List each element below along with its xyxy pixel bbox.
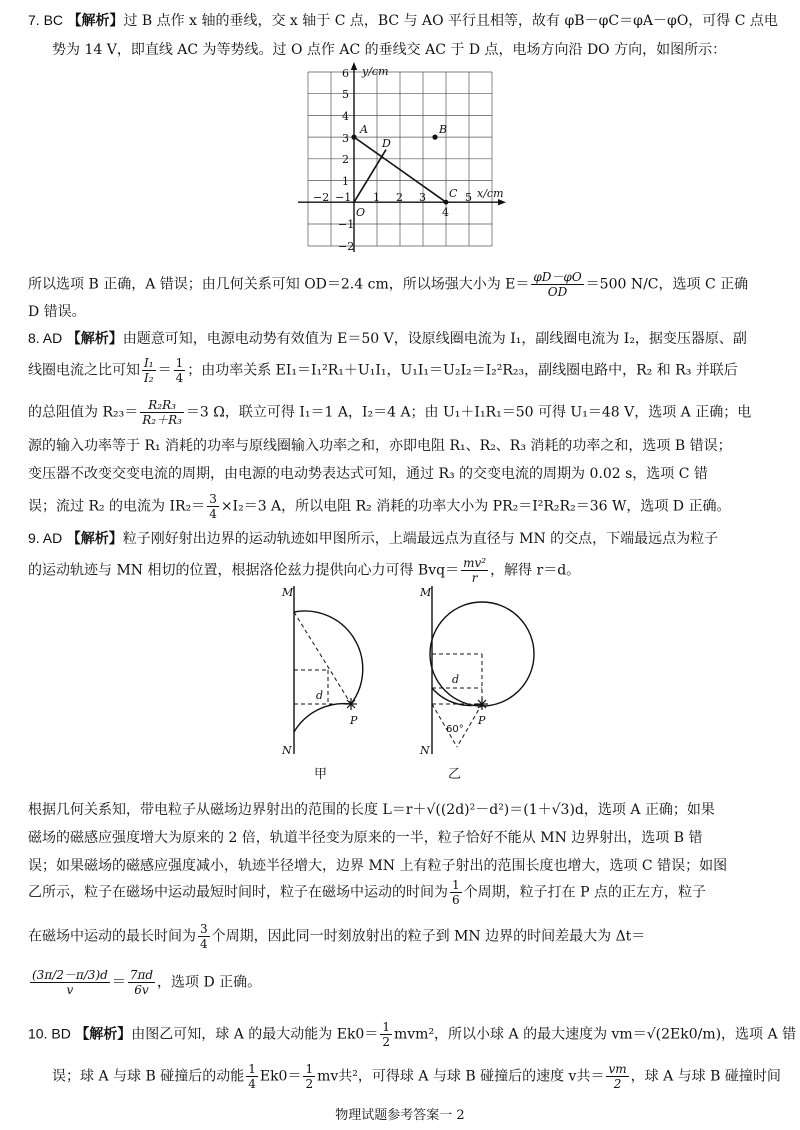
frac-top: 3 [200, 922, 208, 936]
frac-top: (3π/2－π/3)d [32, 968, 108, 982]
page-footer: 物理试题参考答案一 2 [335, 1108, 465, 1123]
q7-text-3a: 所以选项 B 正确，A 错误；由几何关系可知 OD＝2.4 cm，所以场强大小为 E＝ [28, 276, 530, 293]
q8-tag: 【解析】 [66, 330, 123, 346]
q7-coordinate-graph [288, 62, 518, 258]
q8-fraction-current [142, 356, 156, 385]
frac-bottom: 4 [248, 1077, 256, 1091]
y-tick: 5 [342, 88, 349, 101]
q10-text-2d: ，球 A 与球 B 碰撞时间 [630, 1068, 781, 1085]
frac-top: mv² [463, 556, 487, 570]
frac-top: 7πd [129, 968, 154, 982]
q9-fraction-force [461, 556, 488, 585]
trajectory-arc-upper [294, 611, 363, 704]
q8-text-2a: 线圈电流之比可知 [28, 362, 140, 379]
y-tick: 4 [342, 110, 349, 123]
q10-fraction-half [380, 1020, 392, 1049]
x-tick: 1 [373, 191, 380, 204]
label-d: d [452, 673, 460, 686]
q9-text-6b: 个周期，粒子打在 P 点的正左方，粒子 [463, 884, 706, 901]
y-tick: −1 [338, 218, 355, 231]
q9-line-6 [28, 878, 800, 907]
frac-top: R₂R₃ [140, 398, 184, 413]
q8-line-3 [28, 398, 800, 427]
q9-text-2a: 的运动轨迹与 MN 相切的位置，根据洛伦兹力提供向心力可得 Bvq＝ [28, 562, 460, 579]
q9-text-5: 误；如果磁场的磁感应强度减小，轨迹半径增大，边界 MN 上有粒子射出的范围长度也增大，选项 C 错误；如图 [28, 858, 728, 874]
q9-number: 9. AD [28, 530, 63, 546]
label-D: D [382, 137, 391, 150]
source-point-icon [345, 698, 357, 710]
q10-fraction-half [303, 1062, 315, 1091]
q8-text-3b: ＝3 Ω，联立可得 I₁＝1 A，I₂＝4 A；由 U₁＋I₁R₁＝50 可得 U₁＝48 V，选项 A 正确；电 [185, 404, 752, 421]
y-tick: −2 [338, 240, 355, 253]
frac-bottom: 4 [200, 937, 208, 951]
origin-label: O [356, 206, 366, 219]
q10-fraction-quarter [246, 1062, 258, 1091]
y-tick: 2 [342, 153, 349, 166]
q7-text-2: 势为 14 V，即直线 AC 为等势线。过 O 点作 AC 的垂线交 AC 于 D 点，电场方向沿 DO 方向，如图所示： [52, 42, 727, 58]
q9-line-7 [28, 922, 800, 951]
frac-top: 1 [175, 356, 184, 370]
q7-number: 7. BC [28, 12, 64, 28]
q8-number: 8. AD [28, 330, 63, 346]
q9-text-8b: ，选项 D 正确。 [157, 974, 262, 991]
q10-number: 10. BD [28, 1025, 71, 1042]
label-P: P [350, 714, 358, 727]
q7-text-1: 过 B 点作 x 轴的垂线，交 x 轴于 C 点，BC 与 AO 平行且相等，故有 φB－φC＝φA－φO，可得 C 点电 [123, 13, 778, 29]
frac-bottom: 4 [209, 507, 217, 521]
frac-bottom: 2 [613, 1077, 622, 1091]
q9-text-7a: 在磁场中运动的最长时间为 [28, 928, 196, 945]
q9-line-2 [28, 556, 800, 585]
y-axis-label: y/cm [362, 65, 389, 78]
point-A [351, 135, 356, 140]
graph-grid [308, 72, 492, 246]
trajectory-arc-lower [432, 688, 482, 705]
q8-line-2: 线圈电流之比可知 $\frac{\text{I₁}}{\text{I₂}}$ ＝ $\frac{1}{4}$ ；由功率关系 EI₁＝I₁²R₁＋U₁I₁，U₁I₁＝U₂I₂＝I₂²R₂₃，副线圈电路中，R₂ 和 R₃ 并联后 [28, 356, 738, 385]
q10-text-1a: 由图乙可知，球 A 的最大动能为 Ek0＝ [131, 1026, 379, 1043]
label-A: A [360, 123, 368, 136]
q7-line-1 [28, 10, 800, 31]
q8-text-3a: 的总阻值为 R₂₃＝ [28, 404, 139, 421]
q8-fraction-ratio [174, 356, 186, 385]
x-tick: 5 [465, 191, 472, 204]
frac-top: vm [608, 1062, 627, 1076]
x-tick: 3 [419, 191, 426, 204]
line-OD [354, 150, 386, 203]
label-P: P [478, 714, 486, 727]
label-B: B [439, 123, 448, 136]
frac-bottom: v [66, 983, 74, 997]
q7-text-4: D 错误。 [28, 304, 86, 320]
frac-bottom: OD [547, 285, 568, 299]
frac-top: 1 [305, 1062, 314, 1076]
q10-line-1 [28, 1020, 800, 1049]
x-tick: 2 [396, 191, 403, 204]
frac-bottom: 4 [175, 371, 184, 385]
frac-top: 1 [382, 1020, 390, 1034]
label-C: C [449, 187, 458, 200]
q9-text-6a: 乙所示，粒子在磁场中运动最短时间时，粒子在磁场中运动的时间为 [28, 884, 448, 901]
q9-tag: 【解析】 [66, 530, 123, 546]
frac-top: 1 [452, 878, 460, 892]
q8-text-5: 变压器不改变交变电流的周期，由电源的电动势表达式可知，通过 R₃ 的交变电流的周期为 0.02 s，选项 C 错 [28, 466, 708, 482]
q8-text-1: 由题意可知，电源电动势有效值为 E＝50 V，设原线圈电流为 I₁，副线圈电流为 I₂，据变压器原、副 [122, 331, 747, 347]
q9-text-1: 粒子刚好射出边界的运动轨迹如甲图所示，上端最远点为直径与 MN 的交点，下端最远点为粒子 [122, 531, 719, 547]
q9-text-2b: ，解得 r＝d。 [490, 562, 581, 579]
y-axis-arrow-icon [351, 62, 357, 70]
frac-bottom: 2 [382, 1035, 390, 1049]
q9-fraction-time [30, 968, 110, 997]
q8-text-4: 源的输入功率等于 R₁ 消耗的功率与原线圈输入功率之和，亦即电阻 R₁、R₂、R₃ 消耗的功率之和，选项 B 错误； [28, 438, 732, 454]
q8-fraction-resistance [140, 398, 184, 427]
q7-fraction [531, 270, 583, 299]
label-N: N [420, 744, 430, 757]
label-M: M [282, 586, 294, 599]
q10-line-2 [52, 1062, 800, 1091]
y-tick: 1 [342, 175, 349, 188]
q9-figure-jia [270, 582, 410, 782]
source-point-icon [476, 698, 488, 710]
label-M: M [420, 586, 432, 599]
point-B [432, 135, 437, 140]
q9-fraction-three-quarters [198, 922, 210, 951]
frac-bottom: R₂＋R₃ [142, 413, 182, 427]
q8-text-6a: 误；流过 R₂ 的电流为 IR₂＝ [28, 498, 206, 515]
x-tick: −2 [313, 191, 330, 204]
frac-bottom: 6 [452, 893, 460, 907]
q8-text-2b: ；由功率关系 EI₁＝I₁²R₁＋U₁I₁，U₁I₁＝U₂I₂＝I₂²R₂₃，副线圈电路中，R₂ 和 R₃ 并联后 [187, 362, 738, 379]
trajectory-arc-lower [294, 704, 351, 732]
q9-fraction-sixth [450, 878, 462, 907]
q9-line-1 [28, 528, 800, 549]
q7-text-3 [28, 270, 800, 299]
frac-bottom: r [471, 571, 478, 585]
frac-top: I₁ [144, 356, 154, 370]
frac-top: φD－φO [533, 270, 582, 284]
q10-text-2b: Ek0＝ [259, 1068, 302, 1085]
frac-bottom: 2 [305, 1077, 314, 1091]
q10-text-2c: mv共²，可得球 A 与球 B 碰撞后的速度 v共＝ [317, 1068, 605, 1085]
y-tick: 6 [342, 67, 349, 80]
y-tick: 3 [342, 132, 349, 145]
q7-tag: 【解析】 [67, 12, 124, 28]
caption-jia: 甲 [314, 767, 328, 782]
angle-label: 60° [446, 724, 464, 735]
q10-tag: 【解析】 [75, 1025, 132, 1042]
q8-line-1 [28, 328, 800, 349]
x-tick: −1 [335, 191, 352, 204]
q9-line-8: $\frac{(3\pi/2-\pi/3)d}{v}$ ＝ $\frac{7\pi d}{6v}$ ，选项 D 正确。 [32, 968, 262, 997]
q9-text-4: 磁场的磁感应强度增大为原来的 2 倍，轨道半径变为原来的一半，粒子恰好不能从 MN 边界射出，选项 B 错 [28, 830, 703, 846]
caption-yi: 乙 [448, 767, 462, 782]
point-C [444, 200, 449, 205]
x-tick: 4 [442, 206, 449, 219]
q9-fraction-result [128, 968, 155, 997]
q8-line-6 [28, 492, 800, 521]
frac-bottom: 6v [134, 983, 149, 997]
frac-top: 1 [248, 1062, 256, 1076]
x-axis-label: x/cm [477, 187, 504, 200]
label-N: N [282, 744, 292, 757]
q8-fraction-three-quarters [207, 492, 219, 521]
label-d: d [316, 689, 324, 702]
q9-figure-yi [412, 582, 552, 782]
frac-bottom: I₂ [144, 371, 154, 385]
q9-text-7b: 个周期，因此同一时刻放射出的粒子到 MN 边界的时间差最大为 Δt＝ [211, 928, 646, 945]
q8-text-6b: ×I₂＝3 A，所以电阻 R₂ 消耗的功率大小为 PR₂＝I²R₂R₂＝36 W，选项 D 正确。 [220, 498, 731, 515]
q10-fraction-velocity [606, 1062, 628, 1091]
q7-text-3b: ＝500 N/C，选项 C 正确 [585, 276, 749, 293]
frac-top: 3 [209, 492, 217, 506]
q9-text-3: 根据几何关系知，带电粒子从磁场边界射出的范围的长度 L＝r＋√((2d)²－d²)＝(1＋√3)d，选项 A 正确；如果 [28, 802, 715, 818]
q10-text-1b: mvm²，所以小球 A 的最大速度为 vm＝√(2Ek0/m)，选项 A 错 [393, 1026, 797, 1043]
q10-text-2a: 误；球 A 与球 B 碰撞后的动能 [52, 1068, 245, 1085]
